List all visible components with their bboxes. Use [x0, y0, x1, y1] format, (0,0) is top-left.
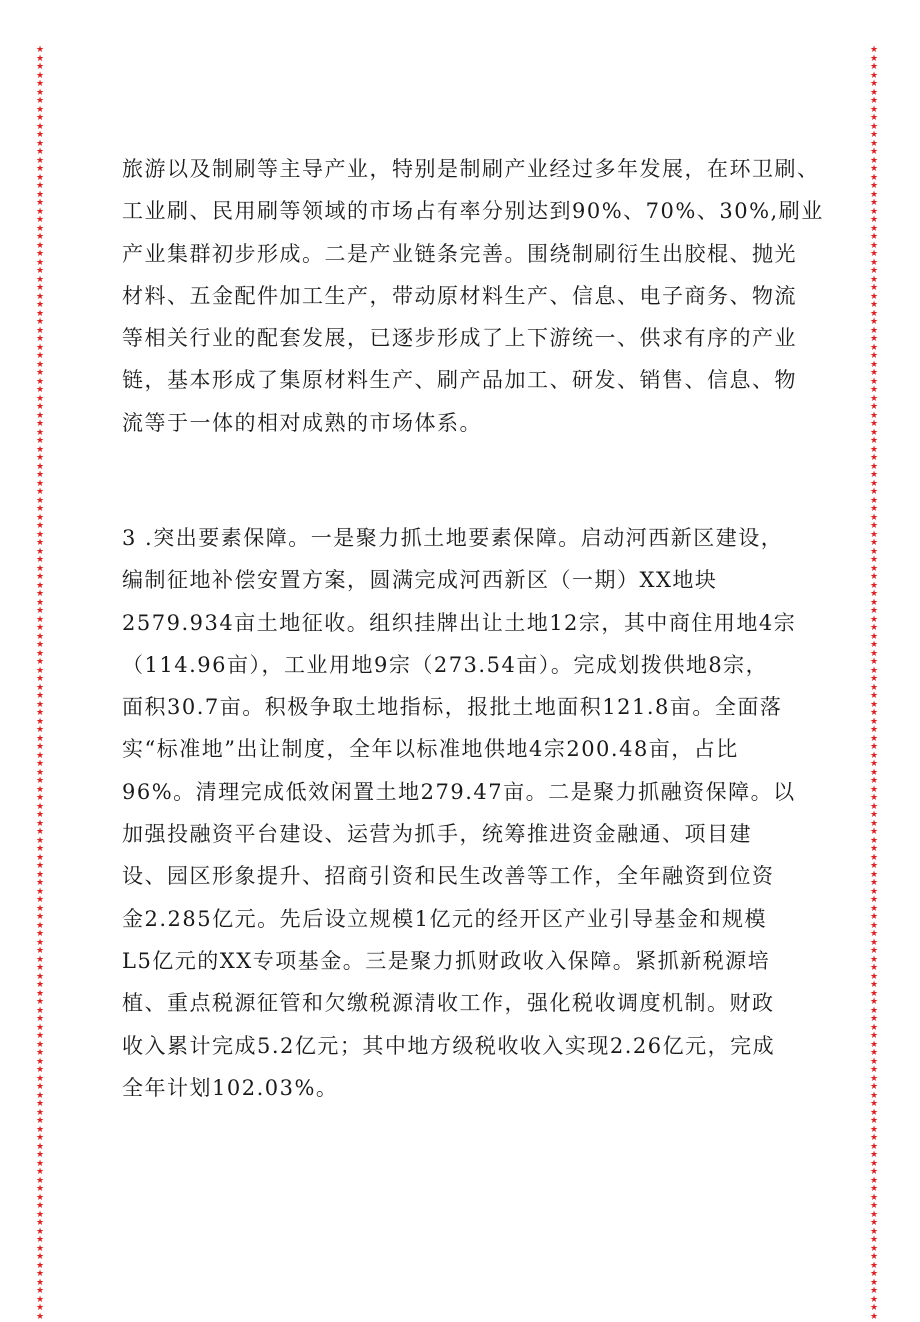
right-star-border: ★ ★ ★ ★ ★ ★ ★ ★ ★ ★ ★ ★ ★ ★ ★ ★ ★ ★ ★ ★ ★ ★ ★ ★ ★ ★ ★ ★ ★ ★ ★ ★ ★ ★ ★ ★ ★ ★ ★ ★ ★ ★ ★ ★ ★ ★ ★ ★ ★ ★ ★ ★ ★ ★ ★ ★ ★ ★ ★ ★ ★ ★ ★ ★ ★ ★ ★ ★ ★ ★ ★ ★ ★ ★ ★ ★ ★ ★ ★ ★ ★ ★ ★ ★ ★ ★ ★ ★ ★ ★ ★ ★ ★ ★ ★ ★ ★ ★ ★ ★ ★ ★ ★ ★ ★ ★ ★ ★ ★ ★ ★ ★ ★ ★ ★ ★ ★ ★ ★ ★ ★ ★ ★ ★ ★ ★ ★ ★ ★ ★ ★ ★ ★ ★ ★ ★ ★ ★ ★ ★ ★ ★ ★ ★ ★ ★ ★ ★ ★ ★ [869, 45, 879, 1322]
text-line: 等相关行业的配套发展，已逐步形成了上下游统一、供求有序的产业 [122, 326, 797, 351]
text-line: 面积30.7亩。积极争取土地指标，报批土地面积121.8亩。全面落 [122, 695, 783, 720]
text-line: 流等于一体的相对成熟的市场体系。 [122, 410, 482, 435]
text-line: 编制征地补偿安置方案，圆满完成河西新区（一期）XX地块 [122, 568, 718, 593]
text-line: 产业集群初步形成。二是产业链条完善。围绕制刷衍生出胶棍、抛光 [122, 241, 797, 266]
text-line: 收入累计完成5.2亿元；其中地方级税收收入实现2.26亿元，完成 [122, 1033, 776, 1058]
text-line: 3 .突出要素保障。一是聚力抓土地要素保障。启动河西新区建设， [122, 526, 784, 550]
paragraph-factor-guarantee [122, 517, 802, 1109]
text-line: 实“标准地”出让制度，全年以标准地供地4宗200.48亩，占比 [122, 737, 739, 762]
text-line: 设、园区形象提升、招商引资和民生改善等工作，全年融资到位资 [122, 864, 775, 889]
text-line: 材料、五金配件加工生产，带动原材料生产、信息、电子商务、物流 [122, 283, 797, 308]
text-line: 全年计划102.03%。 [122, 1075, 339, 1100]
text-line: 工业刷、民用刷等领域的市场占有率分别达到90%、70%、30%,刷业 [122, 199, 824, 224]
text-line: L5亿元的XX专项基金。三是聚力抓财政收入保障。紧抓新税源培 [122, 948, 771, 973]
text-line: 旅游以及制刷等主导产业，特别是制刷产业经过多年发展，在环卫刷、 [122, 157, 820, 181]
text-line: （114.96亩），工业用地9宗（273.54亩）。完成划拨供地8宗， [122, 652, 769, 677]
left-star-border: ★ ★ ★ ★ ★ ★ ★ ★ ★ ★ ★ ★ ★ ★ ★ ★ ★ ★ ★ ★ ★ ★ ★ ★ ★ ★ ★ ★ ★ ★ ★ ★ ★ ★ ★ ★ ★ ★ ★ ★ ★ ★ ★ ★ ★ ★ ★ ★ ★ ★ ★ ★ ★ ★ ★ ★ ★ ★ ★ ★ ★ ★ ★ ★ ★ ★ ★ ★ ★ ★ ★ ★ ★ ★ ★ ★ ★ ★ ★ ★ ★ ★ ★ ★ ★ ★ ★ ★ ★ ★ ★ ★ ★ ★ ★ ★ ★ ★ ★ ★ ★ ★ ★ ★ ★ ★ ★ ★ ★ ★ ★ ★ ★ ★ ★ ★ ★ ★ ★ ★ ★ ★ ★ ★ ★ ★ ★ ★ ★ ★ ★ ★ ★ ★ ★ ★ ★ ★ ★ ★ ★ ★ ★ ★ ★ ★ ★ ★ ★ ★ [35, 45, 45, 1322]
text-line: 植、重点税源征管和欠缴税源清收工作，强化税收调度机制。财政 [122, 991, 775, 1016]
text-line: 96%。清理完成低效闲置土地279.47亩。二是聚力抓融资保障。以 [122, 779, 796, 804]
text-line: 金2.285亿元。先后设立规模1亿元的经开区产业引导基金和规模 [122, 906, 767, 931]
paragraph-industry [122, 148, 824, 444]
text-line: 链，基本形成了集原材料生产、刷产品加工、研发、销售、信息、物 [122, 368, 797, 393]
text-line: 加强投融资平台建设、运营为抓手，统筹推进资金融通、项目建 [122, 822, 752, 847]
text-line: 2579.934亩土地征收。组织挂牌出让土地12宗，其中商住用地4宗 [122, 610, 797, 635]
